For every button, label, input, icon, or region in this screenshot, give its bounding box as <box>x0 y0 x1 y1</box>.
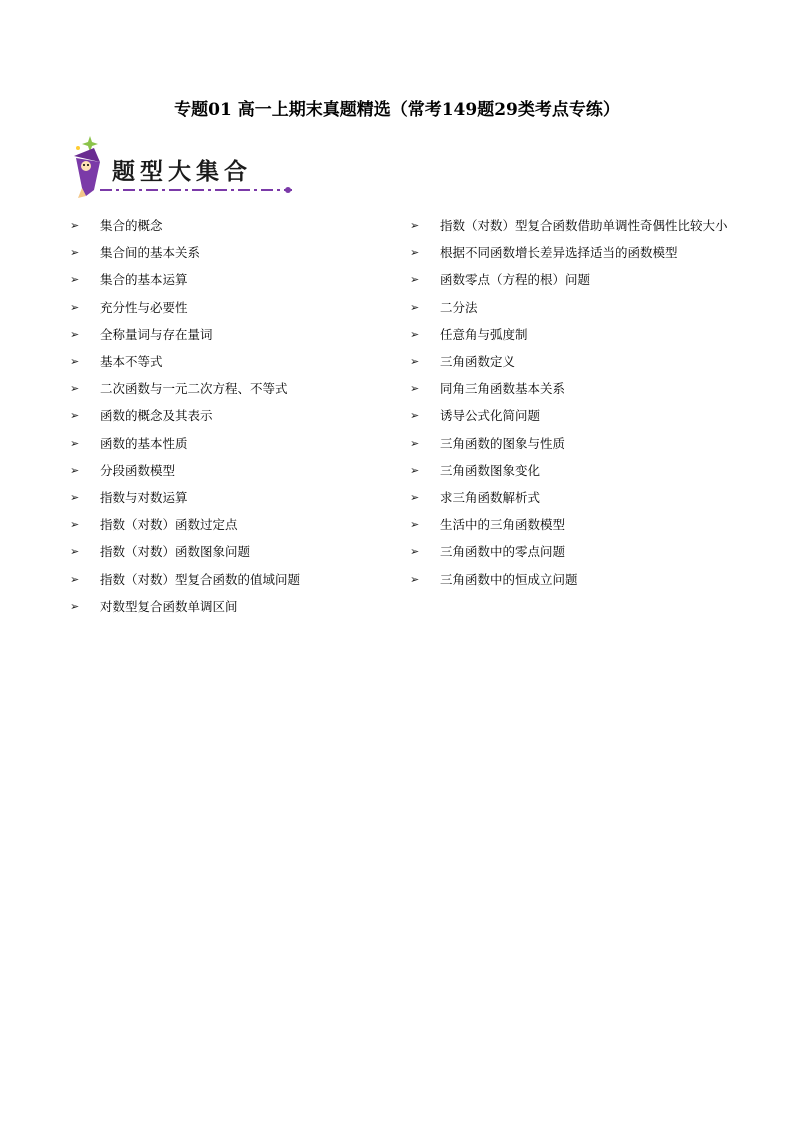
topic-label: 根据不同函数增长差异选择适当的函数模型 <box>440 245 678 261</box>
topic-item <box>410 430 730 457</box>
topic-item <box>410 266 730 293</box>
arrow-bullet-icon: ➢ <box>70 436 80 450</box>
topic-item <box>70 348 390 375</box>
topic-label: 任意角与弧度制 <box>440 326 528 342</box>
arrow-bullet-icon: ➢ <box>410 327 420 341</box>
topic-label: 指数与对数运算 <box>100 490 188 506</box>
arrow-bullet-icon: ➢ <box>410 246 420 260</box>
document-title: 专题01 高一上期末真题精选（常考149题29类考点专练） <box>174 100 620 120</box>
arrow-bullet-icon: ➢ <box>70 518 80 532</box>
banner-label: 题型大集合 <box>112 159 252 185</box>
arrow-bullet-icon: ➢ <box>410 491 420 505</box>
topic-label: 分段函数模型 <box>100 462 176 478</box>
topic-label: 生活中的三角函数模型 <box>440 517 566 533</box>
arrow-bullet-icon: ➢ <box>410 572 420 586</box>
topic-label: 对数型复合函数单调区间 <box>100 598 238 614</box>
arrow-bullet-icon: ➢ <box>410 518 420 532</box>
arrow-bullet-icon: ➢ <box>70 491 80 505</box>
arrow-bullet-icon: ➢ <box>70 219 80 232</box>
topic-item <box>410 538 730 565</box>
topic-label: 三角函数图象变化 <box>440 462 541 478</box>
arrow-bullet-icon: ➢ <box>410 409 420 423</box>
topic-item <box>70 266 390 293</box>
topic-item <box>410 566 730 593</box>
topic-item <box>410 212 730 239</box>
arrow-bullet-icon: ➢ <box>410 382 420 396</box>
topic-item <box>410 511 730 538</box>
arrow-bullet-icon: ➢ <box>410 273 420 287</box>
topic-label: 二次函数与一元二次方程、不等式 <box>100 381 288 397</box>
arrow-bullet-icon: ➢ <box>70 273 80 287</box>
topic-label: 二分法 <box>440 299 478 315</box>
arrow-bullet-icon: ➢ <box>70 300 80 314</box>
arrow-bullet-icon: ➢ <box>70 463 80 477</box>
topic-label: 指数（对数）型复合函数的值域问题 <box>100 571 301 587</box>
topic-item <box>70 511 390 538</box>
arrow-bullet-icon: ➢ <box>70 545 80 559</box>
arrow-bullet-icon: ➢ <box>410 463 420 477</box>
topic-item <box>70 212 390 239</box>
topic-list-right <box>410 212 730 593</box>
topic-item <box>70 457 390 484</box>
topic-list-left <box>70 212 390 620</box>
topic-label: 充分性与必要性 <box>100 299 188 315</box>
topic-label: 集合的概念 <box>100 218 163 233</box>
topic-item <box>70 402 390 429</box>
topic-item <box>410 457 730 484</box>
topic-item <box>70 321 390 348</box>
topic-item <box>70 294 390 321</box>
topic-item <box>410 321 730 348</box>
topic-label: 三角函数中的零点问题 <box>440 544 566 560</box>
section-banner <box>64 132 292 202</box>
topic-label: 基本不等式 <box>100 354 163 370</box>
topic-item <box>70 484 390 511</box>
topic-label: 全称量词与存在量词 <box>100 326 213 342</box>
arrow-bullet-icon: ➢ <box>70 409 80 423</box>
topic-item <box>70 593 390 620</box>
topic-item <box>410 294 730 321</box>
topic-label: 三角函数中的恒成立问题 <box>440 571 578 587</box>
arrow-bullet-icon: ➢ <box>70 355 80 369</box>
arrow-bullet-icon: ➢ <box>70 599 80 613</box>
topic-label: 诱导公式化简问题 <box>440 408 541 424</box>
topic-label: 三角函数的图象与性质 <box>440 435 566 451</box>
topic-label: 集合间的基本关系 <box>100 245 201 261</box>
topic-item <box>410 484 730 511</box>
arrow-bullet-icon: ➢ <box>70 327 80 341</box>
topic-label: 函数零点（方程的根）问题 <box>440 272 591 288</box>
topic-label: 同角三角函数基本关系 <box>440 381 566 397</box>
topic-label: 指数（对数）型复合函数借助单调性奇偶性比较大小 <box>440 218 728 233</box>
arrow-bullet-icon: ➢ <box>70 382 80 396</box>
topic-item <box>410 402 730 429</box>
topic-item <box>70 239 390 266</box>
topic-label: 指数（对数）函数过定点 <box>100 517 238 533</box>
topic-item <box>410 348 730 375</box>
topic-label: 三角函数定义 <box>440 354 516 370</box>
topic-item <box>70 538 390 565</box>
arrow-bullet-icon: ➢ <box>70 246 80 260</box>
topic-item <box>70 566 390 593</box>
arrow-bullet-icon: ➢ <box>410 355 420 369</box>
arrow-bullet-icon: ➢ <box>410 219 420 232</box>
topic-label: 函数的基本性质 <box>100 435 188 451</box>
arrow-bullet-icon: ➢ <box>410 300 420 314</box>
topic-label: 函数的概念及其表示 <box>100 408 213 424</box>
arrow-bullet-icon: ➢ <box>410 545 420 559</box>
topic-label: 求三角函数解析式 <box>440 490 541 506</box>
topic-item <box>70 375 390 402</box>
topic-item <box>70 430 390 457</box>
topic-label: 指数（对数）函数图象问题 <box>100 544 251 560</box>
topic-item <box>410 239 730 266</box>
arrow-bullet-icon: ➢ <box>70 572 80 586</box>
arrow-bullet-icon: ➢ <box>410 436 420 450</box>
topic-item <box>410 375 730 402</box>
topic-label: 集合的基本运算 <box>100 272 188 288</box>
